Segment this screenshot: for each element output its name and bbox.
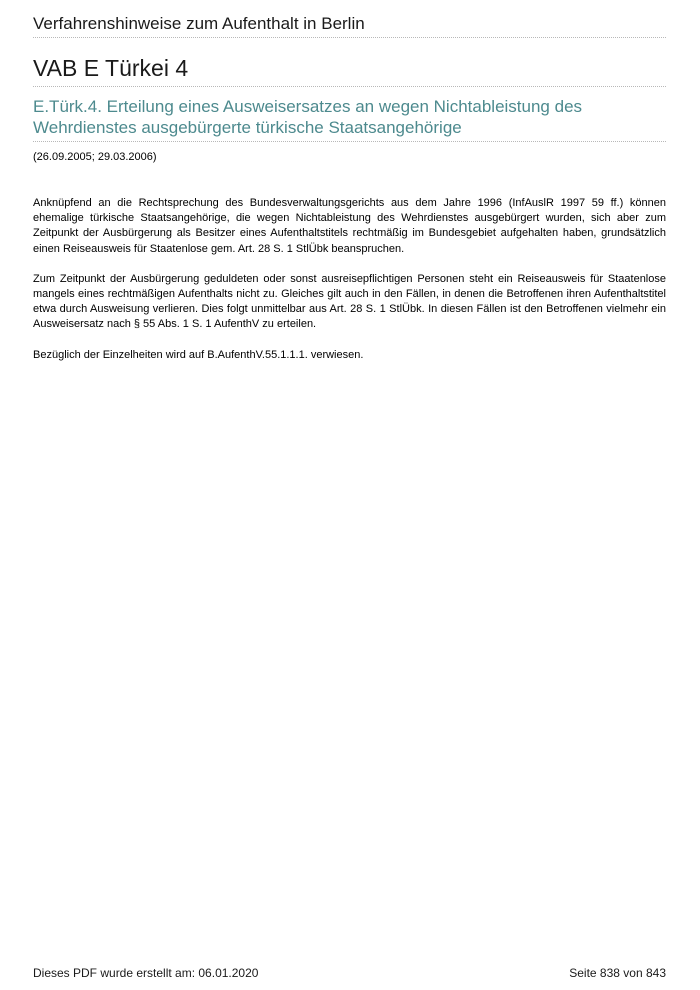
paragraph: Zum Zeitpunkt der Ausbürgerung geduldeten oder sonst ausreisepflichtigen Personen steht ein Reiseausweis für Staatenlose mangels eines rechtmäßigen Aufenthalts nicht zu. Gleiches gilt auch in den Fällen, in denen die Betroffenen ihren Aufenthaltstitel etwa durch Ausweisung verlieren. Dies folgt unmittelbar aus Art. 28 S. 1 StlÜbk. In diesen Fällen ist den Betroffenen vielmehr ein Ausweisersatz nach § 55 Abs. 1 S. 1 AufenthV zu erteilen. bbox=[33, 272, 666, 331]
footer-page-number: Seite 838 von 843 bbox=[569, 966, 666, 980]
document-title: VAB E Türkei 4 bbox=[33, 54, 666, 87]
running-header: Verfahrenshinweise zum Aufenthalt in Berlin bbox=[33, 13, 666, 38]
page bbox=[33, 0, 666, 378]
revision-dates: (26.09.2005; 29.03.2006) bbox=[33, 151, 157, 163]
body-text bbox=[33, 196, 666, 363]
paragraph: Bezüglich der Einzelheiten wird auf B.AufenthV.55.1.1.1. verwiesen. bbox=[33, 348, 364, 361]
section-title: E.Türk.4. Erteilung eines Ausweisersatzes an wegen Nichtableistung des Wehrdienstes ausgebürgerte türkische Staatsangehörige bbox=[33, 96, 666, 142]
footer-created-date: Dieses PDF wurde erstellt am: 06.01.2020 bbox=[33, 966, 259, 980]
paragraph: Anknüpfend an die Rechtsprechung des Bundesverwaltungsgerichts aus dem Jahre 1996 (InfAuslR 1997 59 ff.) können ehemalige türkische Staatsangehörige, die wegen Nichtableistung des Wehrdienstes ausgebürgert wurden, sich aber zum Zeitpunkt der Ausbürgerung als Besitzer eines Aufenthaltstitels rechtmäßig im Bundesgebiet aufgehalten haben, grundsätzlich einen Reiseausweis für Staatenlose gem. Art. 28 S. 1 StlÜbk beanspruchen. bbox=[33, 197, 666, 255]
